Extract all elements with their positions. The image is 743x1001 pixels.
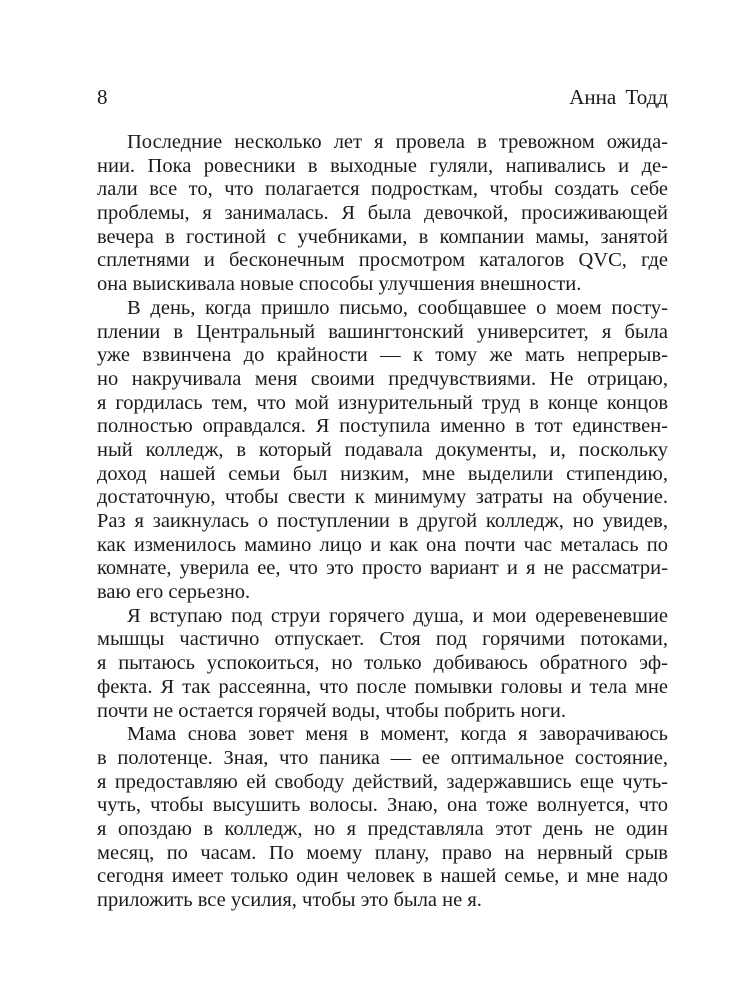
text-line: фекта. Я так рассеянна, что после помывки головы и тела мне	[97, 675, 668, 698]
text-line: я опоздаю в колледж, но я представляла этот день не один	[97, 817, 668, 840]
text-line: вечера в гостиной с учебниками, в компании мамы, занятой	[97, 225, 668, 248]
text-line: полностью оправдался. Я поступила именно в тот единствен-	[97, 415, 668, 438]
text-line: Я вступаю под струи горячего душа, и мои одеревеневшие	[127, 604, 668, 627]
paragraph	[97, 297, 668, 605]
text-line: я пытаюсь успокоиться, но только добиваюсь обратного эф-	[97, 652, 668, 675]
text-line: ный колледж, в который подавала документы, и, поскольку	[97, 438, 668, 461]
text-line: В день, когда пришло письмо, сообщавшее о моем посту-	[127, 296, 668, 319]
text-line: доход нашей семьи был низким, мне выделили стипендию,	[97, 462, 668, 485]
text-line: лали все то, что полагается подросткам, чтобы создать себе	[97, 178, 668, 201]
text-line: Раз я заикнулась о поступлении в другой колледж, но увидев,	[97, 510, 668, 532]
text-line: уже взвинчена до крайности — к тому же мать непрерыв-	[97, 344, 668, 367]
text-line: приложить все усилия, чтобы это была не я.	[97, 889, 482, 911]
text-line: она выискивала новые способы улучшения внешности.	[97, 273, 582, 296]
text-line: проблемы, я занималась. Я была девочкой, просиживающей	[97, 202, 668, 225]
text-line: месяц, по часам. По моему плану, право на нервный срыв	[97, 841, 668, 864]
text-line: нии. Пока ровесники в выходные гуляли, напивались и де-	[97, 154, 668, 177]
text-line: я гордилась тем, что мой изнурительный труд в конце концов	[97, 391, 668, 414]
text-line: Последние несколько лет я провела в тревожном ожида-	[127, 131, 668, 153]
text-line: мышцы частично отпускает. Стоя под горячими потоками,	[97, 628, 668, 651]
text-line: сплетнями и бесконечным просмотром каталогов QVC, где	[97, 249, 668, 272]
text-line: но накручивала меня своими предчувствиями. Не отрицаю,	[97, 367, 668, 390]
page-body	[97, 131, 668, 913]
text-line: комнате, уверила ее, что это просто вариант и я не рассматри-	[97, 557, 668, 580]
text-line: как изменилось мамино лицо и как она почти час металась по	[97, 533, 668, 556]
text-line: в полотенце. Зная, что паника — ее оптимальное состояние,	[97, 746, 668, 769]
text-line: почти не остается горячей воды, чтобы побрить ноги.	[97, 699, 566, 722]
text-line: Мама снова зовет меня в момент, когда я заворачиваюсь	[127, 723, 668, 746]
paragraph	[97, 723, 668, 913]
running-header-author: Анна Тодд	[569, 85, 668, 109]
text-line: плении в Центральный вашингтонский университет, я была	[97, 320, 668, 343]
paragraph	[97, 605, 668, 723]
text-line: достаточную, чтобы свести к минимуму затраты на обучение.	[97, 486, 668, 509]
text-line: чуть, чтобы высушить волосы. Знаю, она тоже волнуется, что	[97, 794, 668, 817]
text-line: ваю его серьезно.	[97, 581, 251, 604]
page-number: 8	[97, 85, 108, 109]
text-line: я предоставляю ей свободу действий, задержавшись еще чуть-	[97, 770, 668, 793]
text-line: сегодня имеет только один человек в нашей семье, и мне надо	[97, 865, 668, 888]
paragraph	[97, 131, 668, 297]
